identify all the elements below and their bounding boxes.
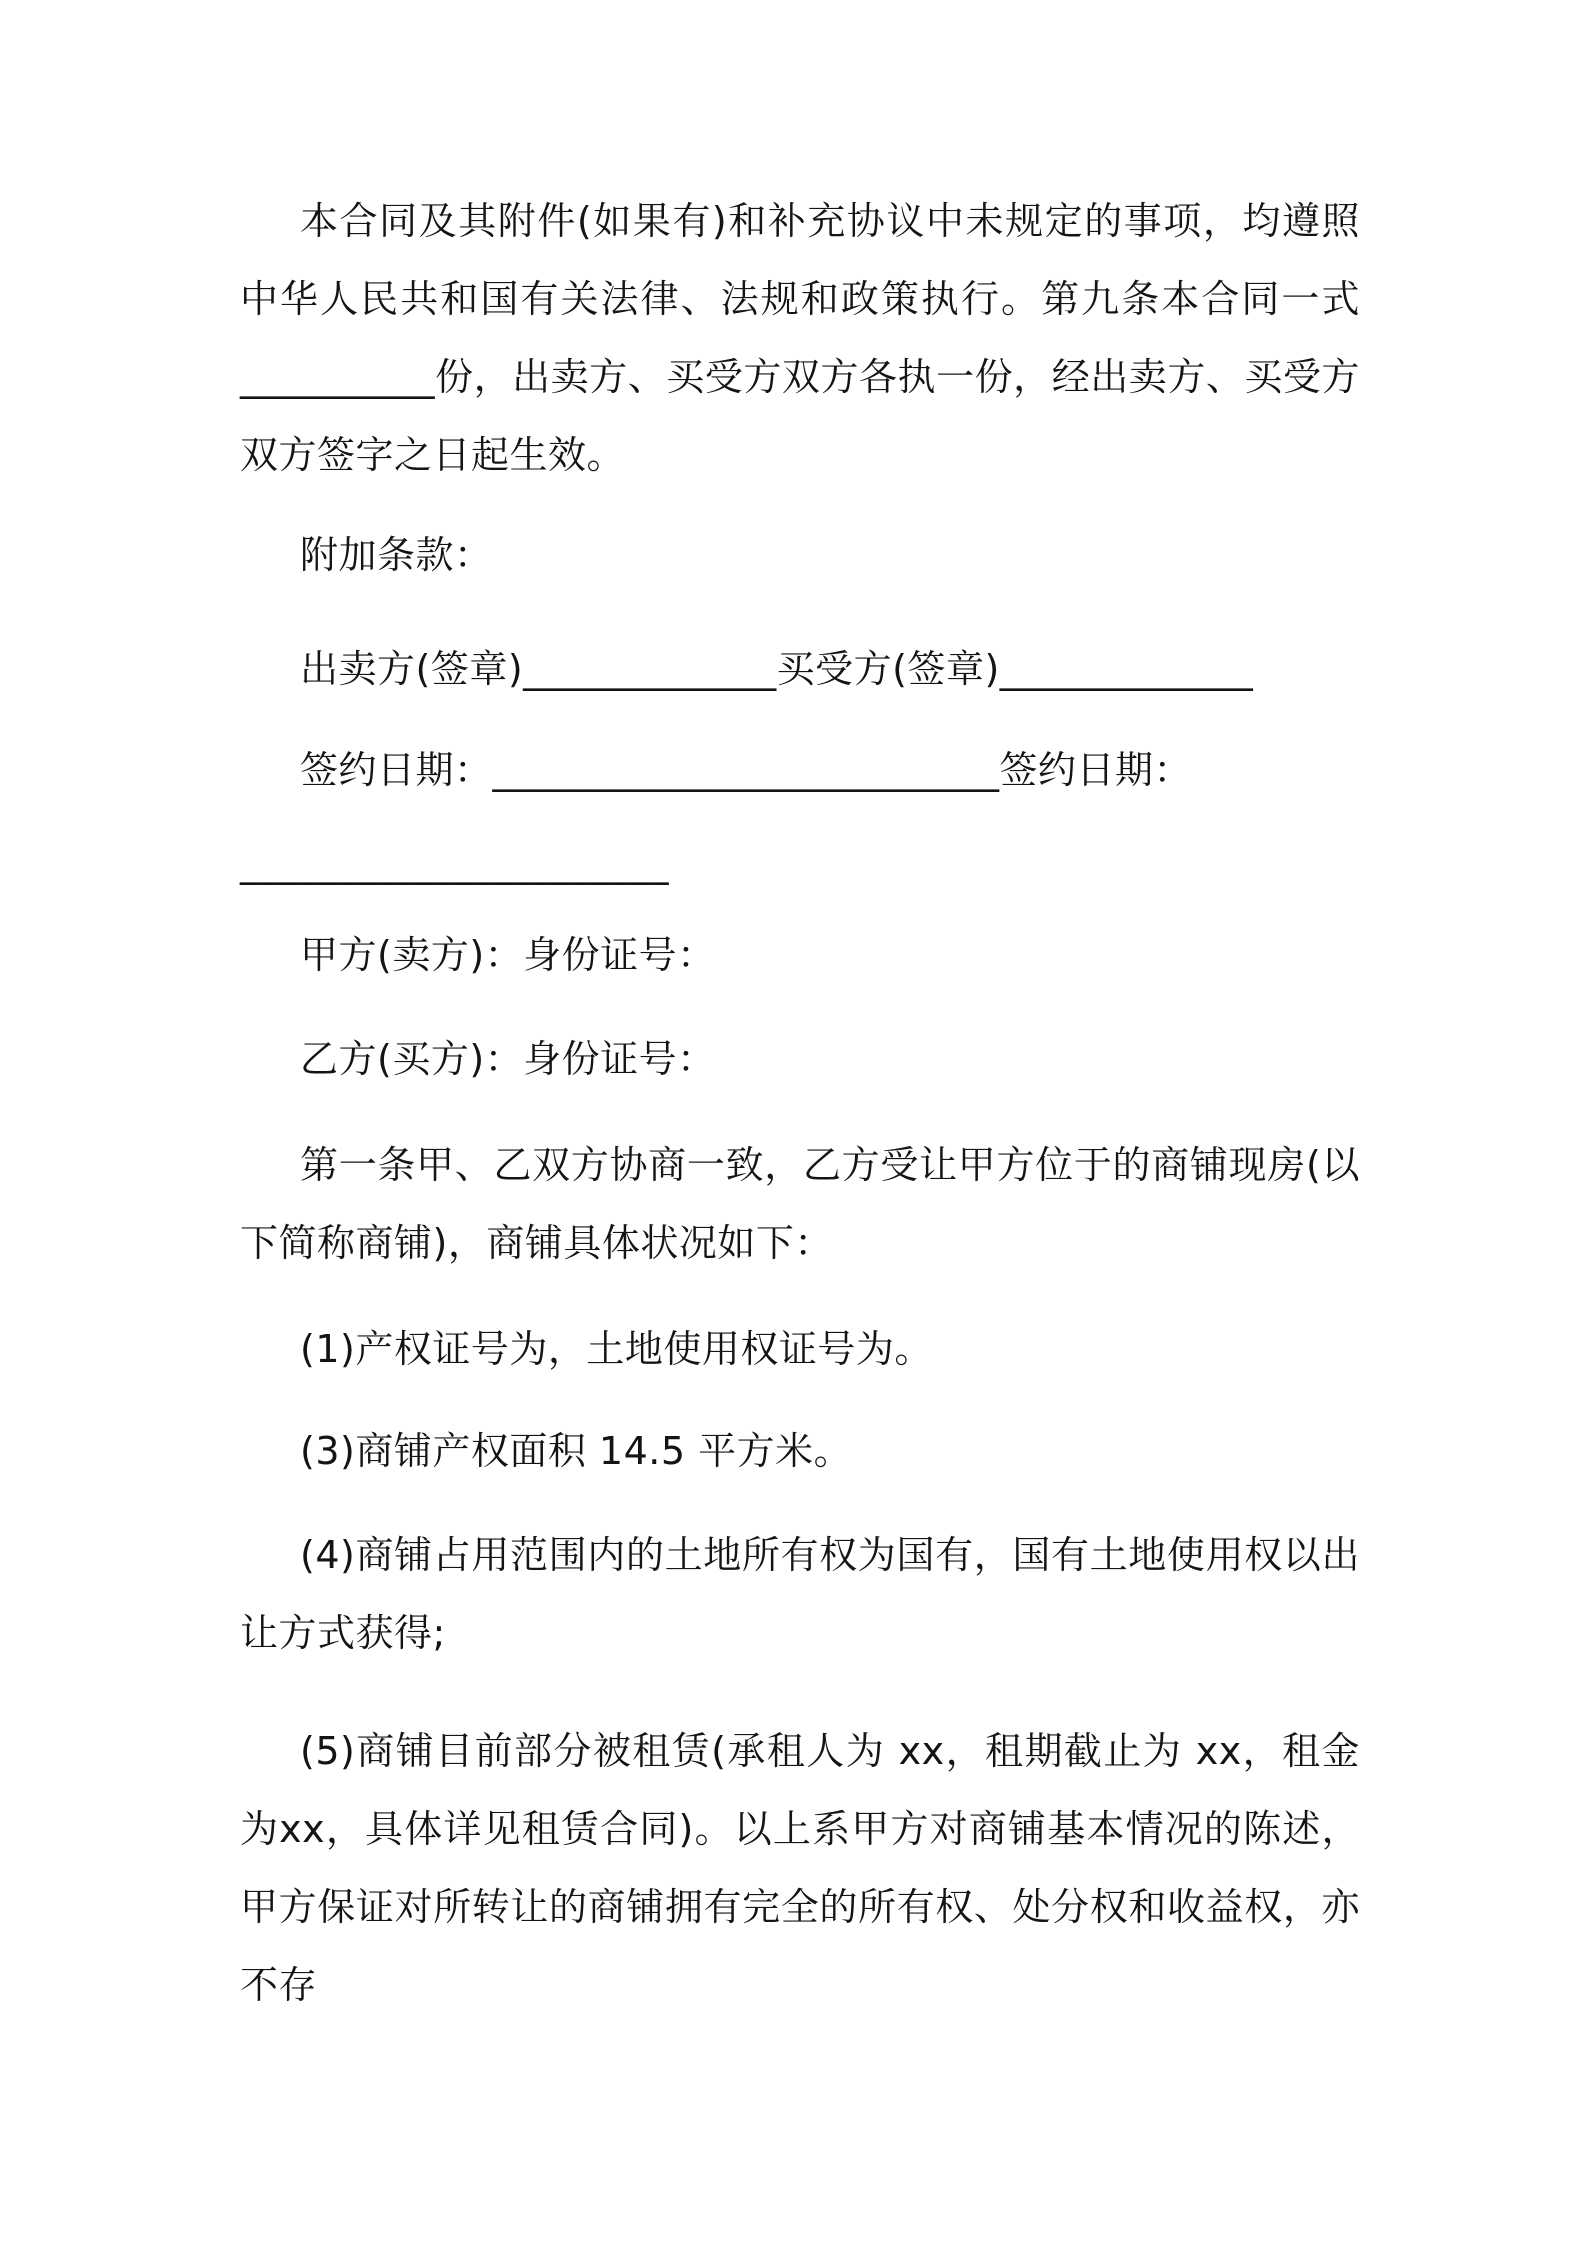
item-3-property-area: (3)商铺产权面积 14.5 平方米。 (300, 1429, 853, 1473)
article-1-paragraph: 第一条甲、乙双方协商一致，乙方受让甲方位于的商铺现房(以下简称商铺)，商铺具体状况如下： (240, 1143, 1360, 1265)
party-a-id-line: 甲方(卖方)：身份证号： (300, 933, 716, 977)
item-5-lease-status: (5)商铺目前部分被租赁(承租人为 xx，租期截止为 xx，租金为xx，具体详见租赁合同)。以上系甲方对商铺基本情况的陈述，甲方保证对所转让的商铺拥有完全的所有权、处分权和收益权，亦不存 (240, 1729, 1360, 2007)
additional-terms-heading: 附加条款： (300, 533, 493, 577)
item-1-property-certificate: (1)产权证号为，土地使用权证号为。 (300, 1327, 933, 1371)
item-4-land-ownership: (4)商铺占用范围内的土地所有权为国有，国有土地使用权以出让方式获得; (240, 1533, 1360, 1655)
signing-date-blank: ______________________ (240, 841, 669, 885)
signature-line: 出卖方(签章)_____________买受方(签章)_____________ (300, 647, 1254, 691)
signing-date-line: 签约日期：__________________________签约日期： (300, 748, 1193, 792)
paragraph-supplementary-provisions: 本合同及其附件(如果有)和补充协议中未规定的事项，均遵照中华人民共和国有关法律、法规和政策执行。第九条本合同一式__________份，出卖方、买受方双方各执一份，经出卖方、买受方双方签字之日起生效。 (240, 199, 1360, 477)
party-b-id-line: 乙方(买方)：身份证号： (300, 1037, 716, 1081)
